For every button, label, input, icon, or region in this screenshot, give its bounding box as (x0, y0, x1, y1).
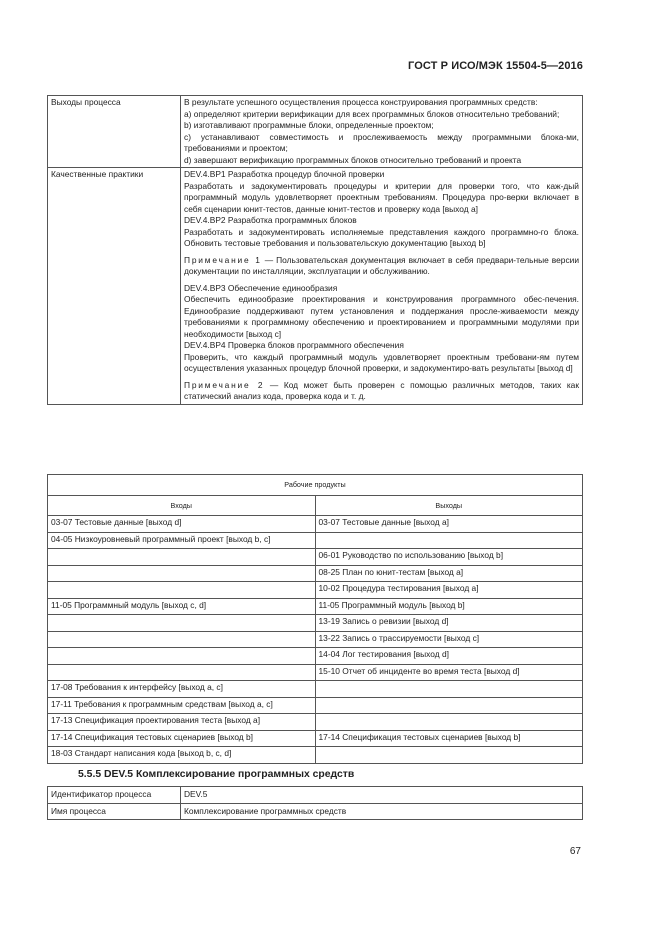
output-cell: 15-10 Отчет об инциденте во время теста [выход d] (315, 664, 583, 681)
bp1-text: Разработать и задокументировать процедуры и критерии для проверки того, что каж-дый программный модуль удовлетворяет проектным требованиям. Процедура про-верки включает в себя сценарии юнит-тестов, данные юнит-тестов и проверку кода [выход a] (184, 180, 579, 214)
output-cell: 13-19 Запись о ревизии [выход d] (315, 615, 583, 632)
input-cell: 17-11 Требования к программным средствам [выход a, c] (48, 697, 316, 714)
outcomes-row (48, 96, 583, 168)
products-header-row (48, 495, 583, 516)
process-name-label: Имя процесса (48, 803, 181, 820)
output-cell: 10-02 Процедура тестирования [выход a] (315, 582, 583, 599)
outcome-intro: В результате успешного осуществления процесса конструирования программных средств: (184, 97, 538, 107)
products-title: Рабочие продукты (48, 475, 583, 496)
dev5-table (47, 786, 583, 820)
section-heading: 5.5.5 DEV.5 Комплексирование программных средств (78, 769, 355, 780)
note-2-text: — Код может быть проверен с помощью различных методов, таких как статический анализ кода, проверка кода и т. д. (184, 379, 580, 401)
inputs-header: Входы (48, 495, 316, 516)
practices-label: Качественные практики (48, 168, 181, 405)
bp3-title: DEV.4.BP3 Обеспечение единообразия (184, 282, 338, 293)
page-number: 67 (569, 846, 581, 857)
input-cell: 18-03 Стандарт написания кода [выход b, c, d] (48, 747, 316, 764)
table-row (48, 747, 583, 764)
page-header-standard: ГОСТ Р ИСО/МЭК 15504-5—2016 (408, 60, 583, 72)
output-cell: 08-25 План по юнит-тестам [выход a] (315, 565, 583, 582)
output-cell: 11-05 Программный модуль [выход b] (315, 598, 583, 615)
table-row (48, 565, 583, 582)
table-row (48, 681, 583, 698)
table-row (48, 598, 583, 615)
note-2-label: Примечание 2 (184, 379, 265, 390)
outcome-c: c) устанавливают совместимость и прослеживаемость между программными блока-ми, требованиями и проектом; (184, 131, 579, 153)
table-row (48, 730, 583, 747)
output-cell (315, 532, 583, 549)
note-2 (184, 380, 579, 403)
practices-row (48, 168, 583, 405)
products-body (48, 516, 583, 764)
table-row (48, 697, 583, 714)
output-cell: 13-22 Запись о трассируемости [выход c] (315, 631, 583, 648)
process-id-row (48, 787, 583, 804)
input-cell (48, 615, 316, 632)
table-row (48, 516, 583, 533)
process-id-value: DEV.5 (181, 787, 583, 804)
process-id-label: Идентификатор процесса (48, 787, 181, 804)
input-cell (48, 648, 316, 665)
outcomes-cell (181, 96, 583, 168)
outcomes-label: Выходы процесса (48, 96, 181, 168)
process-name-row (48, 803, 583, 820)
practices-cell (181, 168, 583, 405)
outcome-a: a) определяют критерии верификации для всех программных блоков относительно требований; (184, 108, 560, 119)
input-cell (48, 549, 316, 566)
input-cell (48, 565, 316, 582)
input-cell (48, 582, 316, 599)
note-1-label: Примечание 1 (184, 254, 262, 265)
table-row (48, 532, 583, 549)
bp4-title: DEV.4.BP4 Проверка блоков программного обеспечения (184, 340, 404, 350)
table-row (48, 615, 583, 632)
output-cell (315, 714, 583, 731)
note-1-text: — Пользовательская документация включает в себя предвари-тельные версии документации по инсталляции, эксплуатации и обслуживанию. (184, 254, 580, 276)
work-products-table (47, 474, 583, 764)
table-row (48, 648, 583, 665)
output-cell (315, 747, 583, 764)
process-name-value: Комплексирование программных средств (181, 803, 583, 820)
products-title-row (48, 475, 583, 496)
input-cell: 03-07 Тестовые данные [выход d] (48, 516, 316, 533)
bp4-text: Проверить, что каждый программный модуль удовлетворяет проектным требовани-ям путем осуществления указанных процедур блочной проверки, и задокументиро-вать результаты [выход d] (184, 351, 579, 373)
table-row (48, 631, 583, 648)
bp2-text: Разработать и задокументировать исполняемые представления каждого программно-го блока. Обновить тестовые требования и пользовательскую документацию [выход b] (184, 226, 579, 248)
process-description-table (47, 95, 583, 405)
input-cell: 17-14 Спецификация тестовых сценариев [выход b] (48, 730, 316, 747)
input-cell: 11-05 Программный модуль [выход c, d] (48, 598, 316, 615)
input-cell (48, 631, 316, 648)
input-cell: 17-08 Требования к интерфейсу [выход a, c] (48, 681, 316, 698)
note-1 (184, 255, 579, 278)
bp2-title: DEV.4.BP2 Разработка программных блоков (184, 215, 357, 225)
bp1-title: DEV.4.BP1 Разработка процедур блочной проверки (184, 169, 385, 179)
outcome-b: b) изготавливают программные блоки, определенные проектом; (184, 120, 434, 130)
table-row (48, 582, 583, 599)
output-cell: 06-01 Руководство по использованию [выход b] (315, 549, 583, 566)
output-cell: 17-14 Спецификация тестовых сценариев [выход b] (315, 730, 583, 747)
table-row (48, 714, 583, 731)
table-row (48, 549, 583, 566)
output-cell (315, 697, 583, 714)
output-cell: 14-04 Лог тестирования [выход d] (315, 648, 583, 665)
table-row (48, 664, 583, 681)
output-cell: 03-07 Тестовые данные [выход a] (315, 516, 583, 533)
input-cell (48, 664, 316, 681)
input-cell: 17-13 Спецификация проектирования теста [выход a] (48, 714, 316, 731)
outcome-d: d) завершают верификацию программных блоков относительно требований и проекта (184, 154, 522, 165)
bp3-text: Обеспечить единообразие проектирования и конструирования программного обес-печения. Единообразие поддерживают путем установления и поддержания просле-живаемости между требованиями к программному обеспечению и проектированием и программными модулями при необходимости [выход c] (184, 294, 579, 339)
input-cell: 04-05 Низкоуровневый программный проект [выход b, c] (48, 532, 316, 549)
output-cell (315, 681, 583, 698)
outputs-header: Выходы (315, 495, 583, 516)
